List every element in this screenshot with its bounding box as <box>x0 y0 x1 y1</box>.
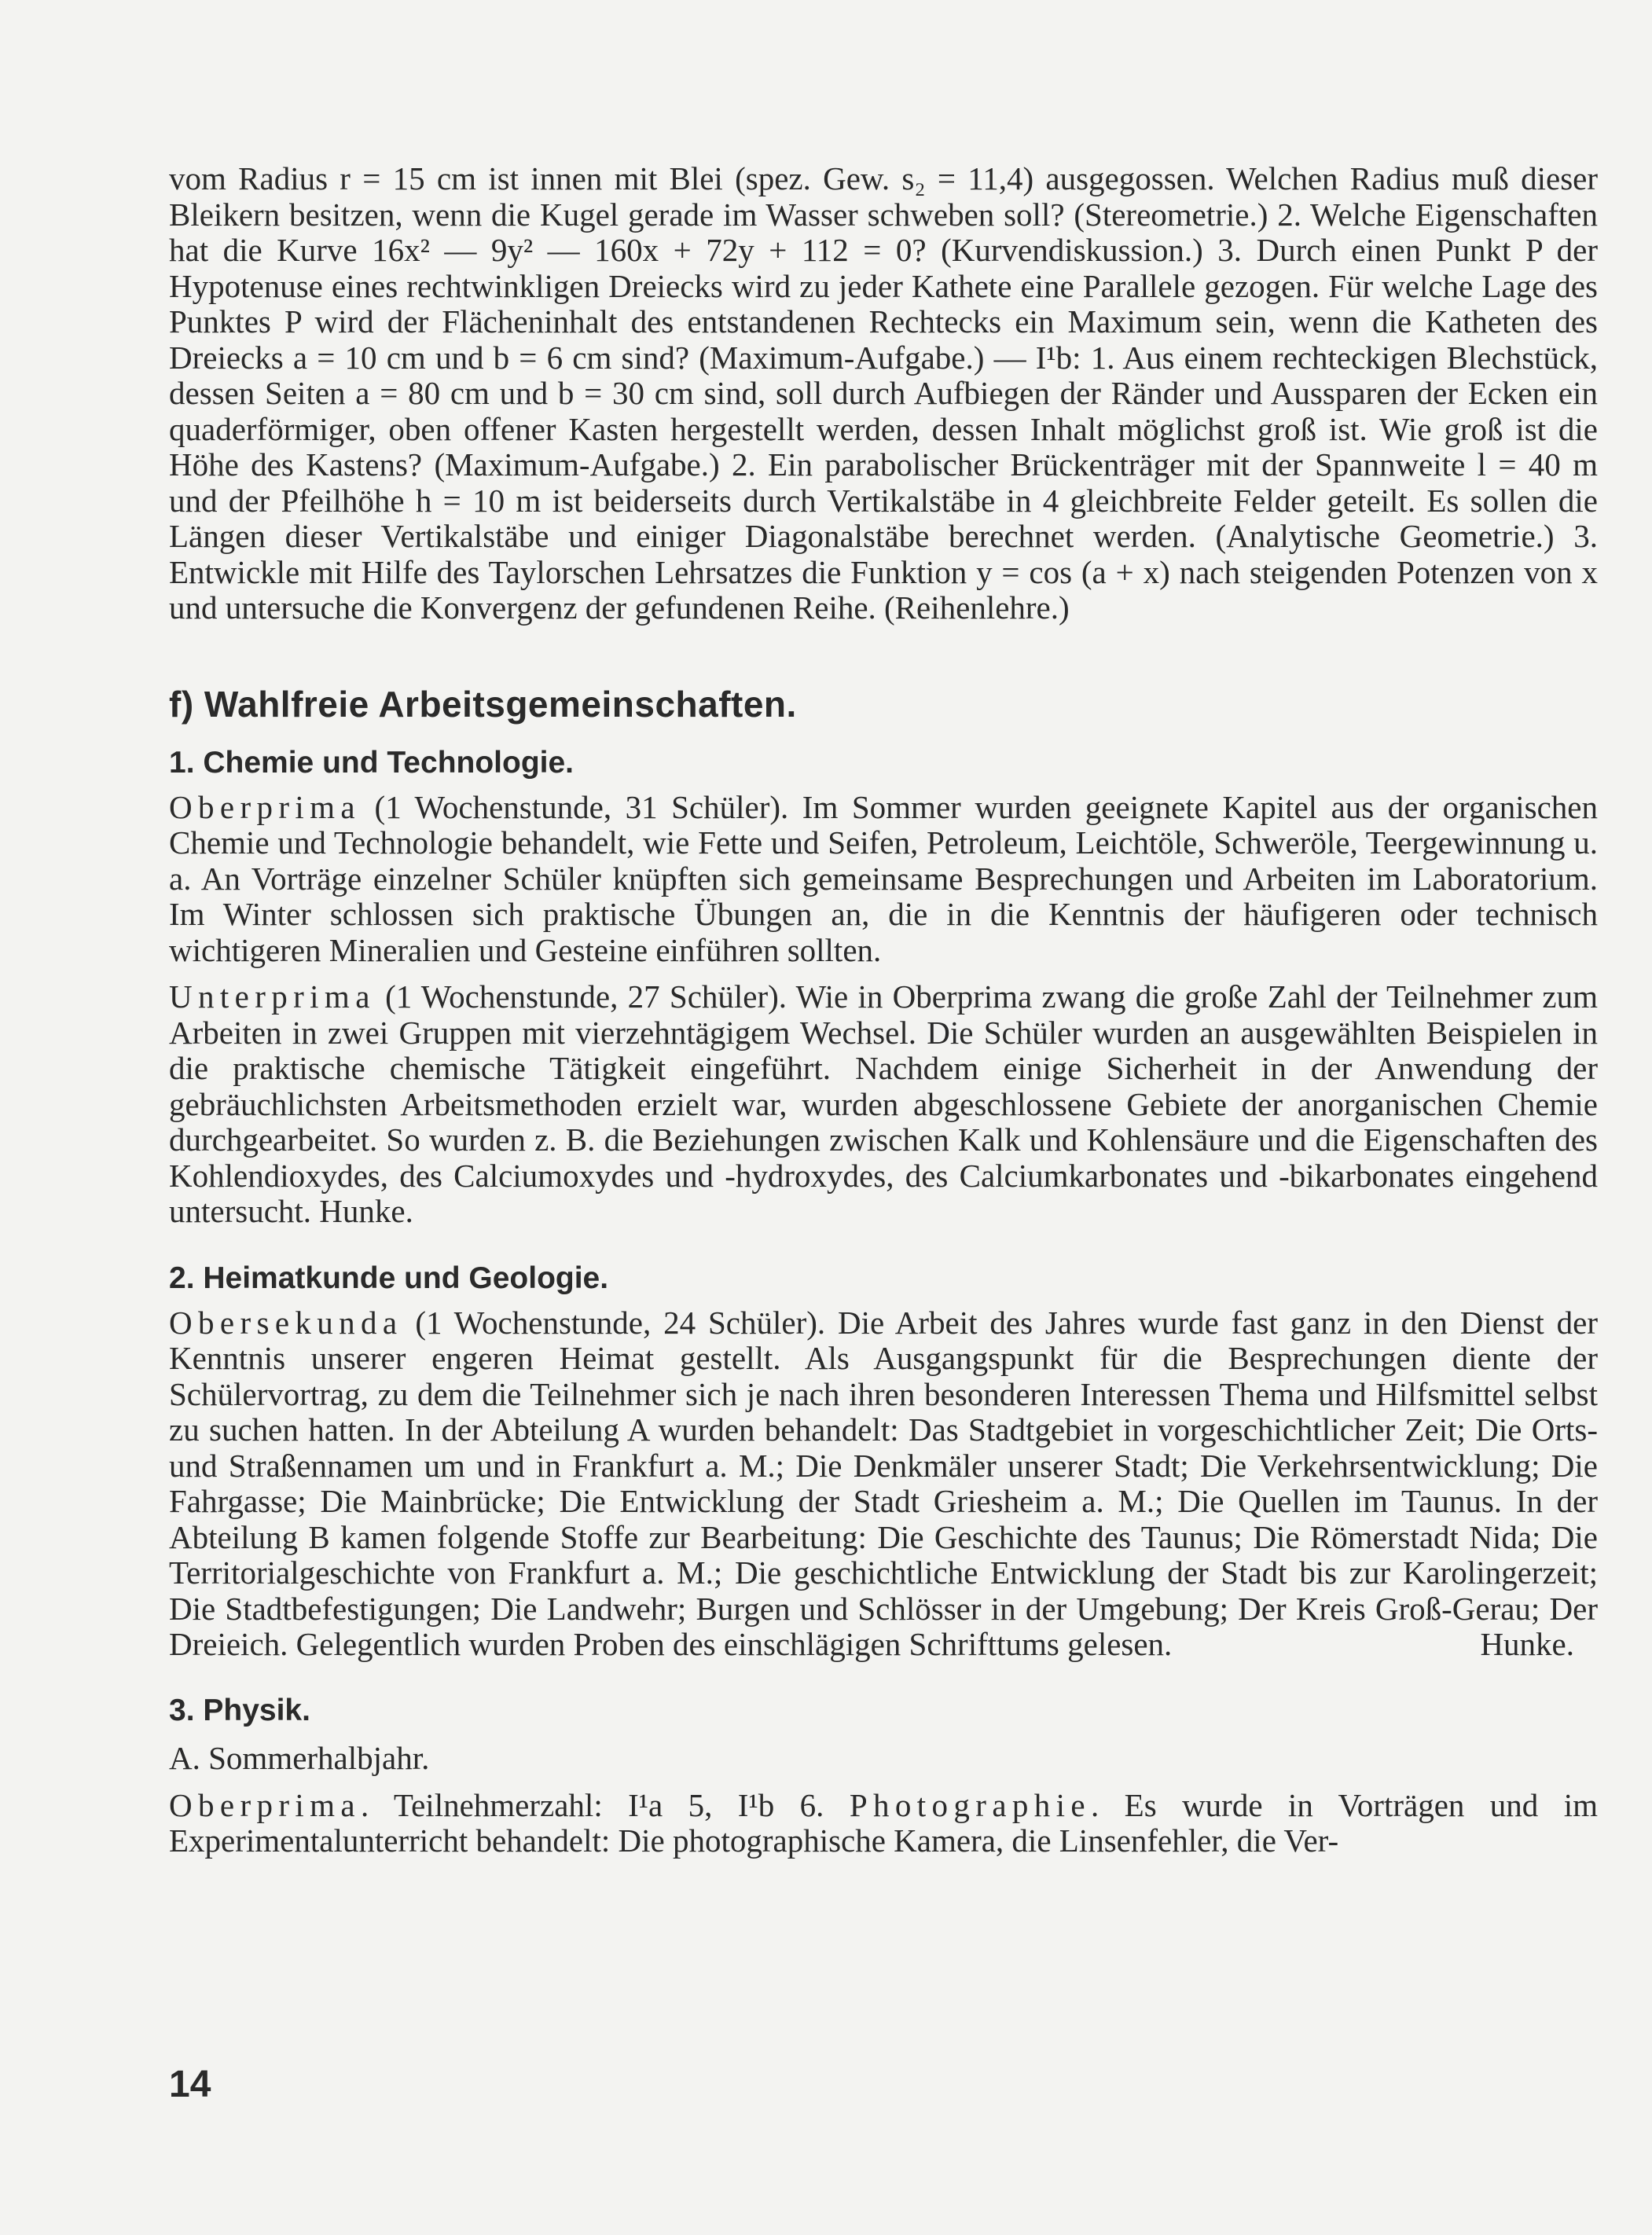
physik-text-2: . Es wurde in Vorträgen und im Experimentalunterricht behandelt: Die photographische Kamera, die Linsenfehler, die Ver- <box>169 1786 1598 1859</box>
physik-text-1: . Teilnehmerzahl: I¹a 5, I¹b 6. <box>361 1786 850 1823</box>
physik-oberprima-paragraph <box>169 1788 1598 1859</box>
intro-paragraph: vom Radius r = 15 cm ist innen mit Blei (spez. Gew. s₂ = 11,4) ausgegossen. Welchen Radius muß dieser Bleikern besitzen, wenn die Kugel gerade im Wasser schweben soll? (Stereometrie.) 2. Welche Eigenschaften hat die Kurve 16x² — 9y² — 160x + 72y + 112 = 0? (Kurvendiskussion.) 3. Durch einen Punkt P der Hypotenuse eines rechtwinkligen Dreiecks wird zu jeder Kathete eine Parallele gezogen. Für welche Lage des Punktes P wird der Flächeninhalt des entstandenen Rechtecks ein Maximum sein, wenn die Katheten des Dreiecks a = 10 cm und b = 6 cm sind? (Maximum-Aufgabe.) — I¹b: 1. Aus einem rechteckigen Blechstück, dessen Seiten a = 80 cm und b = 30 cm sind, soll durch Aufbiegen der Ränder und Aussparen der Ecken ein quaderförmiger, oben offener Kasten hergestellt werden, dessen Inhalt möglichst groß ist. Wie groß ist die Höhe des Kastens? (Maximum-Aufgabe.) 2. Ein parabolischer Brückenträger mit der Spannweite l = 40 m und der Pfeilhöhe h = 10 m ist beiderseits durch Vertikalstäbe in 4 gleichbreite Felder geteilt. Es sollen die Längen dieser Vertikalstäbe und einiger Diagonalstäbe berechnet werden. (Analytische Geometrie.) 3. Entwickle mit Hilfe des Taylorschen Lehrsatzes die Funktion y = cos (a + x) nach steigenden Potenzen von x und untersuche die Konvergenz der gefundenen Reihe. (Reihenlehre.) <box>169 160 1598 626</box>
section-f-heading: f) Wahlfreie Arbeitsgemeinschaften. <box>169 683 797 725</box>
chemie-heading: 1. Chemie und Technologie. <box>169 745 574 780</box>
heimat-text: (1 Wochenstunde, 24 Schüler). Die Arbeit des Jahres wurde fast ganz in den Dienst der Kenntnis unserer engeren Heimat gestellt. Als Ausgangspunkt für die Besprechungen diente der Schülervortrag, zu dem die Teilnehmer sich je nach ihren besonderen Interessen Thema und Hilfsmittel selbst zu suchen hatten. In der Abteilung A wurden behandelt: Das Stadtgebiet in vorgeschichtlicher Zeit; Die Orts- und Straßennamen um und in Frankfurt a. M.; Die Denkmäler unserer Stadt; Die Verkehrsentwicklung; Die Fahrgasse; Die Mainbrücke; Die Entwicklung der Stadt Griesheim a. M.; Die Quellen im Taunus. In der Abteilung B kamen folgende Stoffe zur Bearbeitung: Die Geschichte des Taunus; Die Römerstadt Nida; Die Territorialgeschichte von Frankfurt a. M.; Die geschichtliche Entwicklung der Stadt bis zur Karolingerzeit; Die Stadtbefestigungen; Die Landwehr; Burgen und Schlösser in der Umgebung; Der Kreis Groß-Gerau; Der Dreieich. Gelegentlich wurden Proben des einschlägigen Schrifttums gelesen. <box>169 1304 1598 1662</box>
physik-sub-heading: A. Sommerhalbjahr. <box>169 1740 430 1776</box>
physik-photographie-label: Photographie <box>849 1786 1092 1823</box>
heimat-heading: 2. Heimatkunde und Geologie. <box>169 1261 609 1295</box>
chemie-unterprima-paragraph <box>169 979 1598 1230</box>
heimat-signature: Hunke. <box>1480 1625 1574 1662</box>
page-number: 14 <box>169 2064 211 2105</box>
page-content <box>169 161 1598 1859</box>
physik-heading: 3. Physik. <box>169 1694 310 1727</box>
heimat-obersekunda-label: Obersekunda <box>169 1304 403 1341</box>
chemie-oberprima-text: (1 Wochenstunde, 31 Schüler). Im Sommer wurden geeignete Kapitel aus der organischen Chemie und Technologie behandelt, wie Fette und Seifen, Petroleum, Leichtöle, Schweröle, Teergewinnung u. a. An Vorträge einzelner Schüler knüpften sich gemeinsame Besprechungen und Arbeiten im Laboratorium. Im Winter schlossen sich praktische Übungen an, die in die Kenntnis der häufigeren oder technisch wichtigeren Mineralien und Gesteine einführen sollten. <box>169 788 1598 968</box>
chemie-unterprima-text: (1 Wochenstunde, 27 Schüler). Wie in Oberprima zwang die große Zahl der Teilnehmer zum Arbeiten in zwei Gruppen mit vierzehntägigem Wechsel. Die Schüler wurden an ausgewählten Beispielen in die praktische chemische Tätigkeit eingeführt. Nachdem einige Sicherheit in der Anwendung der gebräuchlichsten Arbeitsmethoden erzielt war, wurden abgeschlossene Gebiete der anorganischen Chemie durchgearbeitet. So wurden z. B. die Beziehungen zwischen Kalk und Kohlensäure und die Eigenschaften des Kohlendioxydes, des Calciumoxydes und -hydroxydes, des Calciumkarbonates und -bikarbonates eingehend untersucht. Hunke. <box>169 978 1598 1229</box>
chemie-oberprima-paragraph <box>169 790 1598 969</box>
chemie-unterprima-label: Unterprima <box>169 978 376 1015</box>
chemie-oberprima-label: Oberprima <box>169 788 362 825</box>
physik-oberprima-label: Oberprima <box>169 1786 362 1823</box>
heimat-paragraph <box>169 1305 1598 1663</box>
